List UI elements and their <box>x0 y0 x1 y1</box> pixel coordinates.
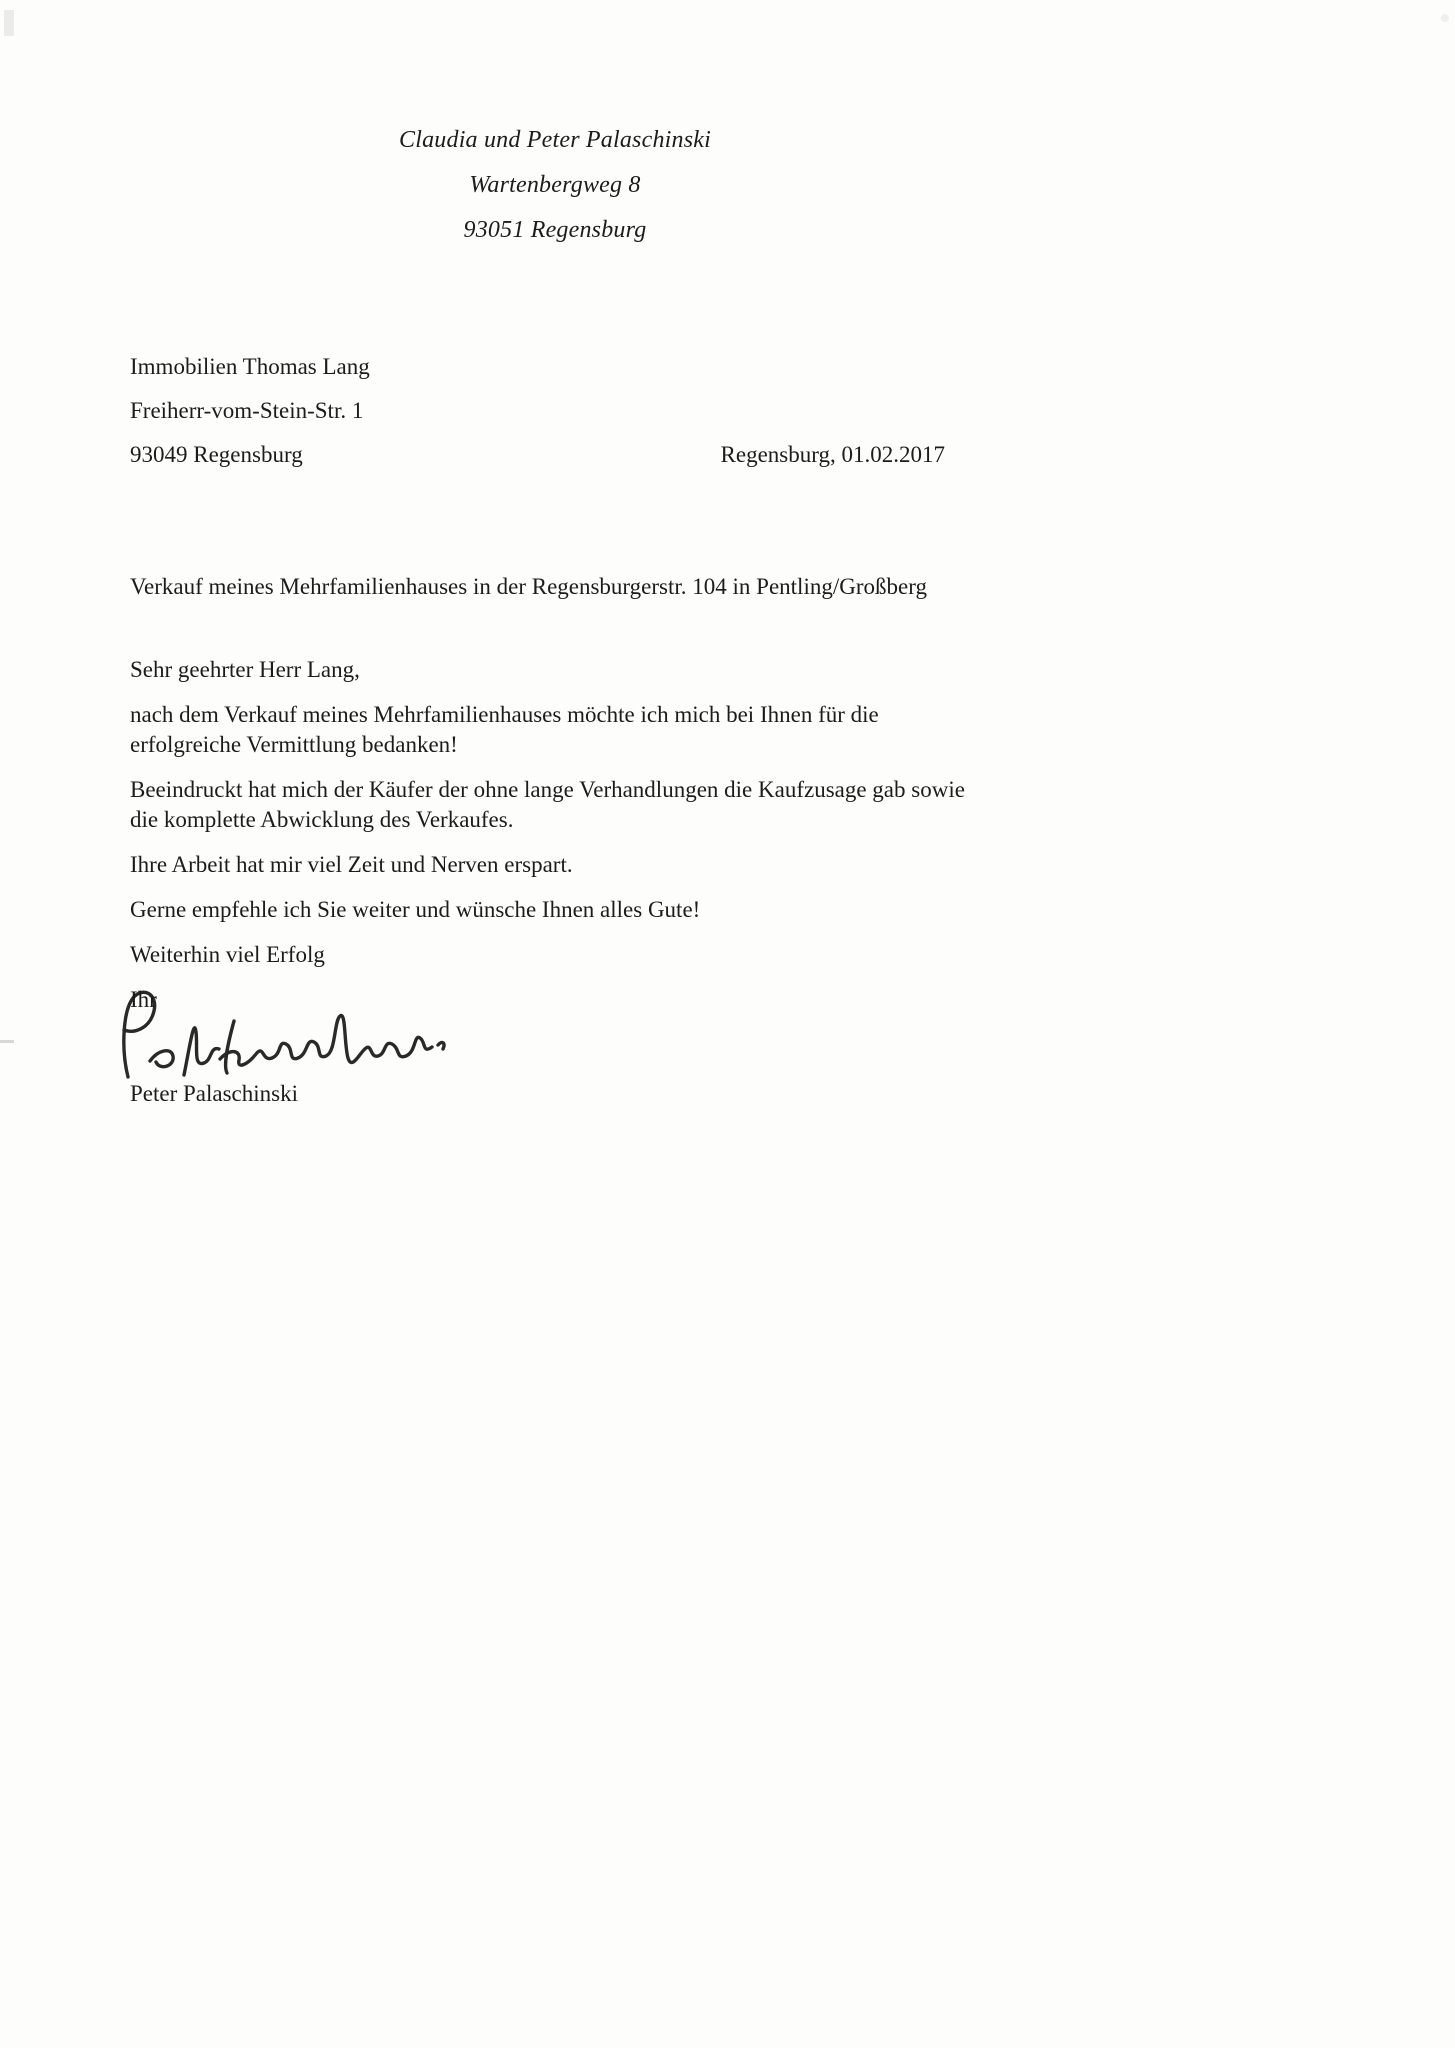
body-paragraph: nach dem Verkauf meines Mehrfamilienhauses möchte ich mich bei Ihnen für die erfolgreiche Vermittlung bedanken! <box>130 702 879 757</box>
sender-city: 93051 Regensburg <box>463 217 647 243</box>
subject-line: Verkauf meines Mehrfamilienhauses in der Regensburgerstr. 104 in Pentling/Großberg <box>130 574 927 599</box>
sender-name: Claudia und Peter Palaschinski <box>399 127 711 153</box>
handwritten-signature <box>112 985 452 1089</box>
scan-artifact <box>4 10 14 36</box>
salutation: Sehr geehrter Herr Lang, <box>130 657 360 682</box>
body-paragraph: Ihre Arbeit hat mir viel Zeit und Nerven erspart. <box>130 852 573 877</box>
recipient-street: Freiherr-vom-Stein-Str. 1 <box>130 398 364 423</box>
letter-body <box>130 655 975 1109</box>
body-paragraph: Beeindruckt hat mich der Käufer der ohne lange Verhandlungen die Kaufzusage gab sowie die komplette Abwicklung des Verkaufes. <box>130 777 965 832</box>
dateline: Regensburg, 01.02.2017 <box>720 442 945 467</box>
sender-street: Wartenbergweg 8 <box>469 172 641 198</box>
closing-line: Weiterhin viel Erfolg <box>130 942 325 967</box>
recipient-block <box>130 345 370 477</box>
sender-block <box>0 118 1110 253</box>
recipient-row <box>130 345 945 477</box>
scan-artifact <box>1441 14 1449 22</box>
recipient-city: 93049 Regensburg <box>130 442 303 467</box>
signer-name: Peter Palaschinski <box>130 1081 298 1106</box>
recipient-name: Immobilien Thomas Lang <box>130 354 370 379</box>
body-paragraph: Gerne empfehle ich Sie weiter und wünsche Ihnen alles Gute! <box>130 897 701 922</box>
scan-artifact <box>0 1040 14 1043</box>
pre-signature: Ihr <box>130 987 157 1012</box>
